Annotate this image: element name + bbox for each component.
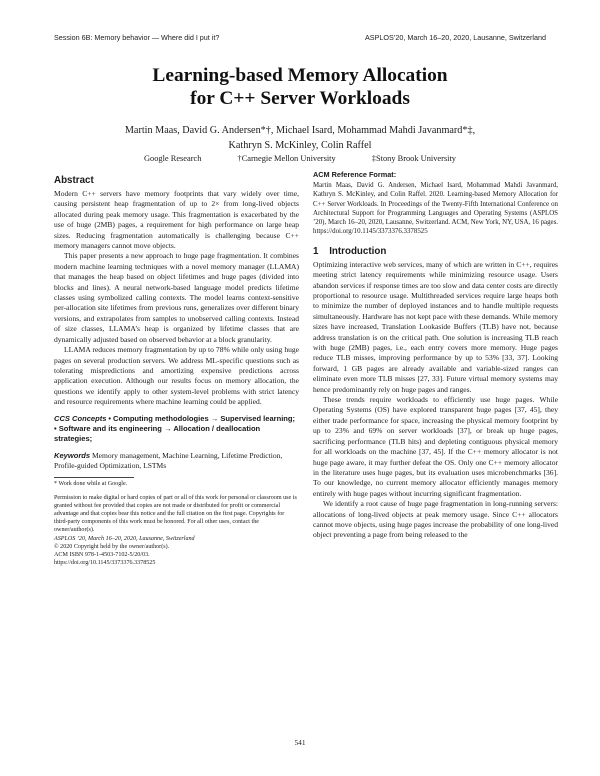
footnote-rule bbox=[54, 477, 134, 478]
affiliations bbox=[0, 154, 600, 163]
section-number: 1 bbox=[313, 245, 319, 257]
intro-paragraph-3: We identify a root cause of huge page fragmentation in long-running servers: allocations of long-lived objects at peak memory usage. Since C++ allocators cannot move objects, using huge pages increase the probability of one long-lived object preventing a page from being released to the bbox=[313, 499, 558, 540]
intro-paragraph-2: These trends require workloads to efficiently use huge pages. While Operating Systems (OS) have explored transparent huge pages [37, 45], they either trade performance for space, increasing the physical memory footprint by up to 23% and 69% on server workloads [37], or break up huge pages, sacrificing performance (TLB hits) and depleting contiguous physical memory for all workloads on the machine [37, 45]. If the C++ memory allocator is not huge page aware, it may further defeat the OS. Only one C++ memory allocator in the literature uses huge pages, but its evaluation uses microbenchmarks [36]. To our knowledge, no current memory allocator efficiently manages memory entirely with huge pages without incurring significant fragmentation. bbox=[313, 395, 558, 498]
introduction-heading bbox=[313, 246, 558, 257]
abstract-body bbox=[54, 189, 299, 408]
doi-link[interactable]: https://doi.org/10.1145/3373376.3378525 bbox=[54, 560, 156, 567]
acm-reference-text: Martin Maas, David G. Andersen, Michael Isard, Mohammad Mahdi Javanmard, Kathryn S. McKinley, and Colin Raffel. 2020. Learning-based Memory Allocation for C++ Server Workloads. In Proceedings of the Twenty-Fifth International Conference on Architectural Support for Programming Languages and Operating Systems (ASPLOS ’20), March 16–20, 2020, Lausanne, Switzerland. ACM, New York, NY, USA, 16 pages. https://doi.org/10.1145/3373376.3378525 bbox=[313, 182, 558, 236]
page-number: 541 bbox=[294, 738, 306, 747]
conference-line: ASPLOS ’20, March 16–20, 2020, Lausanne, Switzerland bbox=[54, 535, 195, 542]
keywords-text: Memory management, Machine Learning, Lifetime Prediction, Profile-guided Optimization, LSTMs bbox=[54, 450, 283, 471]
abstract-paragraph-2: This paper presents a new approach to huge page fragmentation. It combines modern machine learning techniques with a novel memory manager (LLAMA) that manages the heap based on object lifetimes and huge pages (divided into blocks and lines). A neural network-based language model predicts lifetime classes using symbolized calling contexts. The model learns context-sensitive per-allocation site lifetimes from previous runs, generalizes over different binary versions, and extrapolates from samples to unobserved calling contexts. Instead of size classes, LLAMA’s heap is organized by lifetime classes that are dynamically adjusted based on observed behavior at a block granularity. bbox=[54, 251, 299, 344]
paper-title bbox=[0, 64, 600, 110]
permission-notice: Permission to make digital or hard copies of part or all of this work for personal or classroom use is granted without fee provided that copies are not made or distributed for profit or commercial advantage and that copies bear this notice and the full citation on the first page. Copyrights for third-party components of this work must be honored. For all other uses, contact the owner/author(s). bbox=[54, 494, 297, 534]
permission-block bbox=[54, 494, 299, 568]
introduction-body bbox=[313, 260, 558, 541]
right-column bbox=[313, 168, 558, 541]
intro-paragraph-1: Optimizing interactive web services, many of which are written in C++, requires meeting strict latency requirements while minimizing resource usage. Users abandon services if response times are too slow and data center costs are directly proportional to resource usage. Multithreaded services require large heaps both to minimize the number of deployed instances and to handle multiple requests simultaneously. Hardware has not kept pace with these demands. While memory sizes have increased, Translation Lookaside Buffers (TLB) have not, because address translation is on the critical path. One solution is increasing TLB reach with huge (2MB) pages, i.e., each entry covers more memory. Huge pages reduce TLB misses, improving performance by up to 53% [33, 37]. Looking forward, 1 GB pages are already available and variable-sized ranges can eliminate even more TLB misses [27, 33]. Future virtual memory systems may hence predominantly rely on huge pages and ranges. bbox=[313, 259, 558, 394]
ccs-text: • Computing methodologies → Supervised learning; • Software and its engineering → Allocation / deallocation strategies; bbox=[54, 413, 296, 444]
abstract-heading: Abstract bbox=[54, 175, 94, 186]
copyright-line: © 2020 Copyright held by the owner/author(s). bbox=[54, 543, 170, 550]
affiliation-google: Google Research bbox=[143, 154, 202, 163]
footnote: * Work done while at Google. bbox=[54, 480, 128, 487]
authors-line-1: Martin Maas, David G. Andersen*†, Michael Isard, Mohammad Mahdi Javanmard*‡, bbox=[124, 125, 476, 136]
affiliation-stony-brook: ‡Stony Brook University bbox=[371, 154, 456, 163]
title-line-1: Learning-based Memory Allocation bbox=[152, 65, 448, 86]
ccs-concepts bbox=[54, 414, 299, 445]
author-list bbox=[0, 124, 600, 153]
isbn-line: ACM ISBN 978-1-4503-7102-5/20/03. bbox=[54, 551, 150, 558]
title-line-2: for C++ Server Workloads bbox=[190, 88, 410, 109]
authors-line-2: Kathryn S. McKinley, Colin Raffel bbox=[228, 139, 372, 151]
abstract-paragraph-3: LLAMA reduces memory fragmentation by up to 78% while only using huge pages on several production servers. We address ML-specific questions such as tolerating mispredictions and amortizing expensive predictions across application execution. Although our results focus on memory allocation, the questions we identify apply to other system-level problems with strict latency and resource requirements where machine learning could be applied. bbox=[54, 345, 299, 407]
acm-reference-heading: ACM Reference Format: bbox=[313, 170, 397, 179]
left-column bbox=[54, 168, 299, 567]
ccs-label: CCS Concepts bbox=[54, 413, 107, 423]
keywords bbox=[54, 451, 299, 472]
keywords-label: Keywords bbox=[54, 450, 91, 460]
affiliation-cmu: †Carnegie Mellon University bbox=[237, 154, 336, 163]
running-header-left: Session 6B: Memory behavior — Where did I put it? bbox=[54, 33, 220, 42]
section-title: Introduction bbox=[329, 245, 387, 257]
running-header-right: ASPLOS’20, March 16–20, 2020, Lausanne, Switzerland bbox=[364, 33, 546, 42]
abstract-paragraph-1: Modern C++ servers have memory footprints that vary widely over time, causing persistent heap fragmentation of up to 2× from long-lived objects allocated during peak memory usage. This fragmentation is exacerbated by the use of huge (2MB) pages, a requirement for high performance on large heap sizes. Reducing fragmentation automatically is challenging because C++ memory managers cannot move objects. bbox=[54, 189, 299, 251]
